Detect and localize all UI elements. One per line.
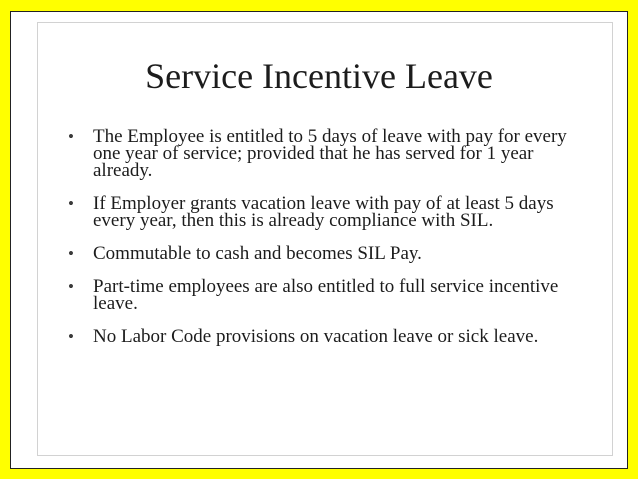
bullet-dot-icon: • xyxy=(68,277,74,296)
bullet-text: No Labor Code provisions on vacation leave or sick leave. xyxy=(93,326,539,347)
bullet-dot-icon: • xyxy=(68,244,74,263)
bullet-item-part-time xyxy=(65,278,585,312)
slide xyxy=(10,11,628,469)
bullet-item-vacation-leave xyxy=(65,195,585,229)
bullet-item-labor-code xyxy=(65,328,585,345)
bullet-text: The Employee is entitled to 5 days of leave with pay for every one year of service; provided that he has served for 1 year already. xyxy=(93,126,567,181)
bullet-list xyxy=(65,128,585,361)
bullet-text: If Employer grants vacation leave with pay of at least 5 days every year, then this is already compliance with SIL. xyxy=(93,193,554,231)
bullet-dot-icon: • xyxy=(68,127,74,146)
slide-title: Service Incentive Leave xyxy=(145,56,493,96)
bullet-dot-icon: • xyxy=(68,194,74,213)
bullet-item-commutable xyxy=(65,245,585,262)
bullet-dot-icon: • xyxy=(68,327,74,346)
bullet-item-entitlement xyxy=(65,128,585,179)
bullet-text: Part-time employees are also entitled to full service incentive leave. xyxy=(93,276,559,314)
bullet-text: Commutable to cash and becomes SIL Pay. xyxy=(93,243,422,264)
